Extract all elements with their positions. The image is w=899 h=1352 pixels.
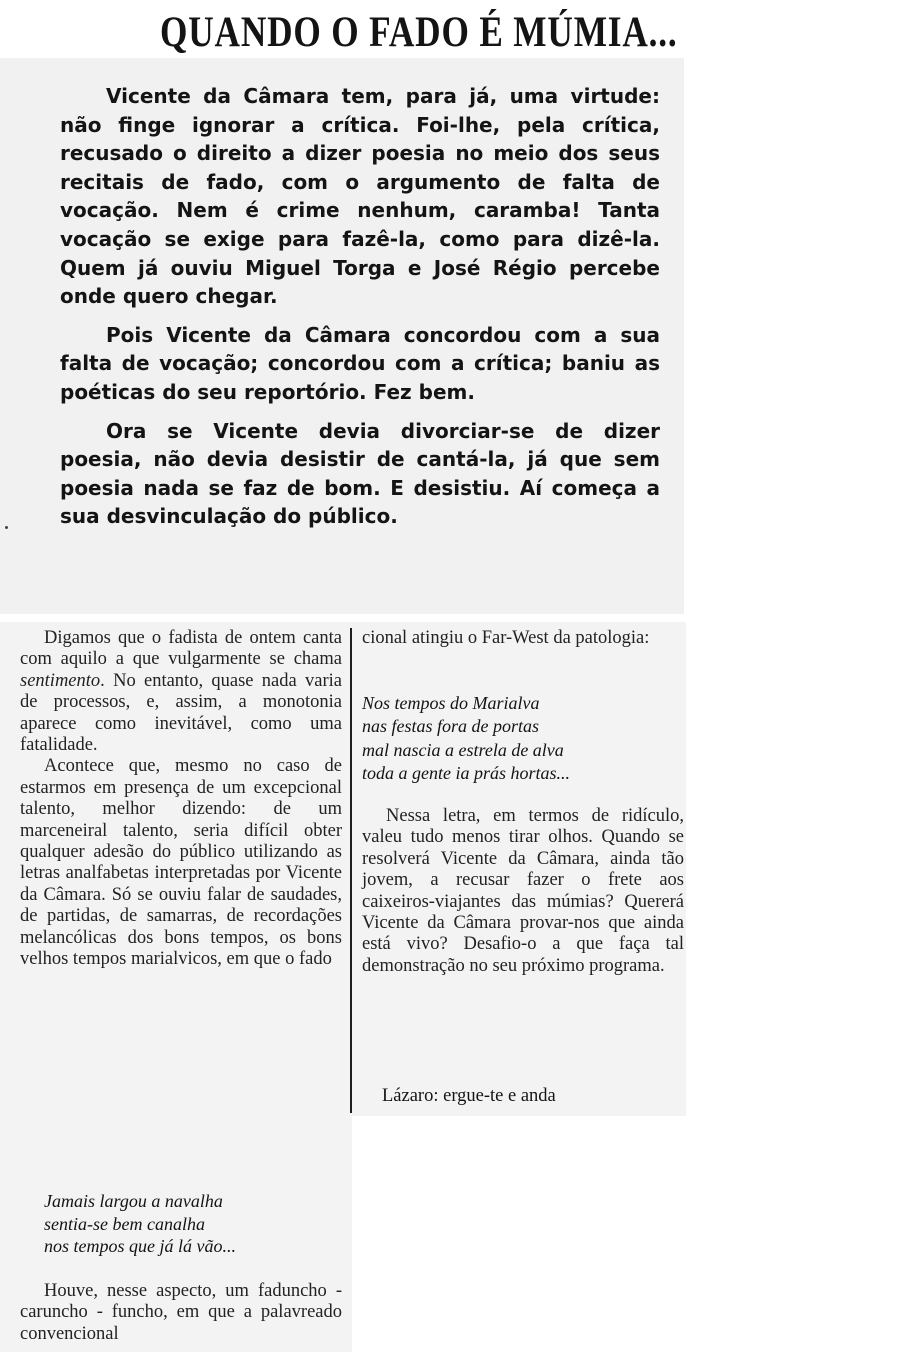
verse-line: Jamais largou a navalha (44, 1191, 223, 1211)
lead-paragraph: Pois Vicente da Câmara concordou com a sua falta de vocação; concordou com a crítica; baniu as poéticas do seu reportório. Fez bem. (60, 322, 660, 404)
italic-term: sentimento (20, 670, 101, 691)
body-paragraph (20, 628, 342, 756)
lead-paragraphs (60, 82, 660, 541)
verse-line: sentia-se bem canalha (44, 1213, 205, 1234)
body-paragraph: Nessa letra, em termos de ridículo, valeu tudo menos tirar olhos. Quando se resolverá Vicente da Câmara, ainda tão jovem, a recusar fazer o frete aos caixeiros-viajantes das múmias? Quererá Vicente da Câmara provar-nos que ainda está vivo? Desafio-o a que faça tal demonstração no seu próximo programa. (362, 806, 684, 976)
body-paragraph: Houve, nesse aspecto, um faduncho - caruncho - funcho, em que a palavreado convencional (20, 1281, 342, 1344)
body-paragraph: Acontece que, mesmo no caso de estarmos em presença de um excepcional talento, melhor dizendo: de um marceneiral talento, seria difícil obter qualquer adesão do público utilizando as letras analfabetas interpretadas por Vicente da Câmara. Só se ouviu falar de saudades, de partidas, de samarras, de recordações melancólicas dos bons tempos, os bons velhos tempos marialvicos, em que o fado (20, 756, 342, 970)
body-paragraph: cional atingiu o Far-West da patologia: (362, 628, 650, 648)
column-divider (350, 628, 352, 1113)
paragraph-text: Digamos que o fadista de ontem canta com aquilo a que vulgarmente se chama (20, 628, 342, 670)
verse-line: nas festas fora de portas (362, 716, 540, 737)
verse-line: nos tempos que já lá vão... (44, 1236, 236, 1257)
verse-line: toda a gente ia prás hortas... (362, 763, 571, 784)
verse-line: Nos tempos do Marialva (362, 693, 540, 713)
headline: QUANDO O FADO É MÚMIA... (160, 9, 678, 56)
verse-line: mal nascia a estrela de alva (362, 739, 564, 760)
right-column (362, 628, 684, 649)
verse-quote-right (362, 692, 682, 786)
left-column (20, 628, 342, 971)
verse-quote-left (44, 1190, 344, 1258)
lead-paragraph: Ora se Vicente devia divorciar-se de dizer poesia, não devia desistir de cantá-la, já que sem poesia nada se faz de bom. E desistiu. Aí começa a sua desvinculação do público. (60, 418, 660, 529)
paragraph-text: . No entanto, quase nada varia de processos, e, assim, a monotonia aparece como inevitável, como uma fatalidade. (20, 670, 342, 756)
left-column-continuation (20, 1281, 342, 1345)
print-speck (5, 526, 8, 529)
lead-paragraph: Vicente da Câmara tem, para já, uma virtude: não finge ignorar a crítica. Foi-lhe, pela crítica, recusado o direito a dizer poesia no meio dos seus recitais de fado, com o argumento de falta de vocação. Nem é crime nenhum, caramba! Tanta vocação se exige para fazê-la, como para dizê-la. Quem já ouviu Miguel Torga e José Régio percebe onde quero chegar. (60, 84, 660, 309)
right-column-body (362, 806, 684, 977)
closing-line: Lázaro: ergue-te e anda (382, 1086, 556, 1106)
